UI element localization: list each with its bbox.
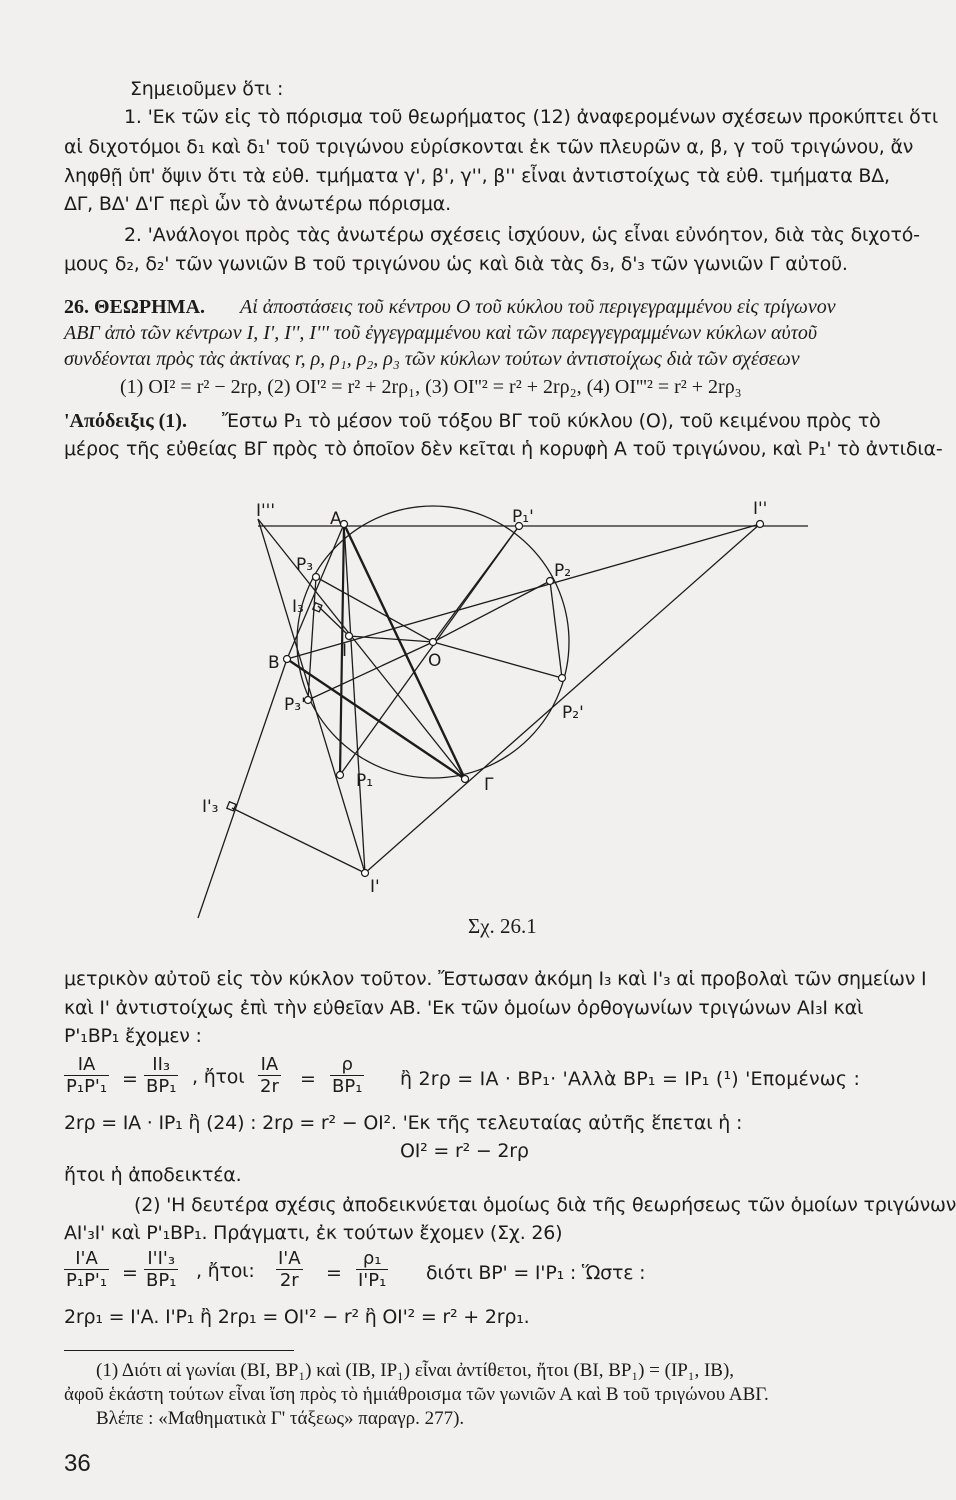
eq1-frac1-num: ΙΑ	[77, 1054, 96, 1075]
label-A: Α	[330, 509, 342, 529]
label-I-double-prime: Ι''	[753, 499, 768, 519]
I-to-I3	[318, 606, 349, 636]
point-P3	[313, 574, 320, 581]
label-I-triple-prime: Ι'''	[256, 501, 276, 521]
label-B: Β	[268, 653, 280, 673]
eq5-frac1-den: P₁P'₁	[66, 1270, 108, 1291]
eq5-frac3-num: Ι'Α	[278, 1248, 301, 1269]
eq1-frac1-den: P₁P'₁	[66, 1076, 108, 1097]
point-Iprime	[362, 870, 369, 877]
point-I	[346, 633, 353, 640]
para1-line3: ληφθῇ ὑπ' ὄψιν ὅτι τὰ εὐθ. τμήματα γ', β', γ'', β'' εἶναι ἀντιστοίχως τὰ εὐθ. τμήματα ΒΔ,	[64, 165, 890, 187]
point-P1	[337, 772, 344, 779]
line-I3-G	[258, 519, 465, 779]
point-I2prime	[757, 521, 764, 528]
theorem-line3: συνδέονται πρὸς τὰς ἀκτίνας r, ρ, ρ₁, ρ₂, ρ₃ τῶν κύκλων τούτων ἀντιστοίχως διὰ τῶν σχέσεων	[64, 348, 800, 370]
label-P3: P₃	[296, 555, 314, 575]
eq1-hetoi-text: ἤτοι	[203, 1066, 245, 1088]
label-P2prime: P₂'	[562, 703, 584, 723]
label-P3prime: P₃'	[284, 695, 306, 715]
line-I2-B	[287, 524, 760, 659]
geometry-figure	[0, 480, 956, 940]
para2-line2: μους δ₂, δ₂' τῶν γωνιῶν Β τοῦ τριγώνου ὡς καὶ διὰ τὰς δ₃, δ'₃ τῶν γωνιῶν Γ αὐτοῦ.	[64, 253, 848, 275]
para1-line2: αἱ διχοτόμοι δ₁ καὶ δ₁' τοῦ τριγώνου εὑρίσκονται ἐκ τῶν πλευρῶν α, β, γ τοῦ τριγώνου, ἄν	[64, 136, 914, 158]
eq5-equals1: =	[122, 1262, 138, 1284]
para1-line4: ΔΓ, ΒΔ' Δ'Γ περὶ ὧν τὸ ἀνωτέρω πόρισμα.	[64, 193, 451, 215]
proj-I3prime	[232, 808, 365, 873]
eq5-frac1	[64, 1248, 109, 1291]
eq1-frac4-den: ΒP₁	[332, 1076, 363, 1097]
para1-line1: 1. 'Εκ τῶν εἰς τὸ πόρισμα τοῦ θεωρήματος (12) ἀναφερομένων σχέσεων προκύπτει ὅτι	[124, 106, 939, 128]
theorem-line2: ΑΒΓ ἀπὸ τῶν κέντρων Ι, Ι', Ι'', Ι''' τοῦ ἐγγεγραμμένου καὶ τῶν παρεγγεγραμμένων κύκλων αὐτοῦ	[64, 322, 818, 344]
after-line3: P'₁ΒP₁ ἔχομεν :	[64, 1025, 202, 1047]
proof-line1: Ἔστω P₁ τὸ μέσον τοῦ τόξου ΒΓ τοῦ κύκλου (Ο), τοῦ κειμένου πρὸς τὸ	[222, 410, 881, 432]
intro-line: Σημειοῦμεν ὅτι :	[130, 78, 284, 100]
eq1-tail: ἢ 2rρ = ΙΑ · ΒP₁· 'Αλλὰ ΒP₁ = ΙP₁ (¹) 'Επομένως :	[400, 1068, 861, 1090]
label-P1: P₁	[356, 771, 374, 791]
eq1-hetoi: , ἤτοι	[192, 1066, 245, 1088]
eq5-frac3-den: 2r	[276, 1269, 303, 1291]
point-B	[284, 656, 291, 663]
label-I3prime: Ι'₃	[202, 797, 219, 817]
label-P2: P₂	[554, 561, 572, 581]
eq1-frac2	[144, 1054, 178, 1097]
eq4-line: ἤτοι ἡ ἀποδεικτέα.	[64, 1164, 242, 1186]
eq1-frac2-num: ΙΙ₃	[152, 1054, 171, 1075]
eq5-equals2: =	[326, 1262, 342, 1284]
footnote-line2: ἀφοῦ ἑκάστη τούτων εἶναι ἴση πρὸς τὸ ἡμιάθροισμα τῶν γωνιῶν Α καὶ Β τοῦ τριγώνου ΑΒΓ.	[64, 1384, 769, 1405]
footnote-line3: Βλέπε : «Μαθηματικὰ Γ' τάξεως» παραγρ. 277).	[96, 1408, 465, 1429]
theorem-line1: Αἱ ἀποστάσεις τοῦ κέντρου Ο τοῦ κύκλου τοῦ περιγεγραμμένου εἰς τρίγωνον	[240, 296, 836, 318]
eq1-frac4-num: ρ	[341, 1054, 353, 1075]
figure-caption: Σχ. 26.1	[468, 914, 537, 938]
eq1-equals2: =	[300, 1068, 316, 1090]
point-P2	[547, 578, 554, 585]
O-to-P2	[433, 581, 550, 642]
footnote-line1: (1) Διότι αἱ γωνίαι (ΒΙ, ΒP₁) καὶ (ΙΒ, ΙP₁) εἶναι ἀντίθετοι, ἤτοι (ΒΙ, ΒP₁) = (ΙP₁, ΙΒ),	[96, 1360, 735, 1381]
O-to-P1prime	[433, 526, 519, 642]
theorem-heading: 26. ΘΕΩΡΗΜΑ.	[64, 296, 206, 318]
eq3-line: ΟΙ² = r² − 2rρ	[400, 1140, 529, 1162]
eq5-hetoi: , ἤτοι:	[196, 1260, 255, 1282]
eq1-frac4	[330, 1054, 364, 1097]
eq6-line: 2rρ₁ = Ι'Α. Ι'P₁ ἢ 2rρ₁ = ΟΙ'² − r² ἢ ΟΙ'² = r² + 2rρ₁.	[64, 1306, 530, 1328]
eq1-frac3-den: 2r	[260, 1076, 279, 1097]
proof-line2: μέρος τῆς εὐθείας ΒΓ πρὸς τὸ ὁποῖον δὲν κεῖται ἡ κορυφὴ Α τοῦ τριγώνου, καὶ P₁' τὸ ἀντιδια-	[64, 438, 943, 460]
eq5-frac2	[144, 1248, 178, 1291]
label-I3: Ι₃	[292, 597, 304, 617]
side-AG	[344, 524, 465, 779]
eq5-frac2-den: ΒP₁	[146, 1270, 177, 1291]
eq5-frac4-num: ρ₁	[362, 1248, 382, 1269]
after-line1: μετρικὸν αὐτοῦ εἰς τὸν κύκλον τοῦτον. Ἔστωσαν ἀκόμη Ι₃ καὶ Ι'₃ αἱ προβολαὶ τῶν σημείων Ι	[64, 968, 927, 990]
eq5-frac3	[276, 1248, 303, 1291]
label-G: Γ	[484, 775, 494, 795]
line-B-extended	[198, 659, 287, 918]
eq1-frac3	[258, 1054, 281, 1097]
point-G	[462, 776, 469, 783]
para2-line1: 2. 'Ανάλογοι πρὸς τὰς ἀνωτέρω σχέσεις ἰσχύουν, ὡς εἶναι εὐνόητον, διὰ τὰς διχοτό-	[124, 224, 920, 246]
I-to-O	[349, 636, 433, 642]
eq5-frac2-num: Ι'Ι'₃	[147, 1248, 176, 1269]
sec2-line1: (2) 'Η δευτέρα σχέσις ἀποδεικνύεται ὁμοίως διὰ τῆς θεωρήσεως τῶν ὁμοίων τριγώνων	[134, 1194, 956, 1216]
eq1-frac2-den: ΒP₁	[146, 1076, 177, 1097]
eq5-frac1-num: Ι'Α	[75, 1248, 98, 1269]
O-to-P2prime	[433, 642, 562, 678]
label-Iprime: Ι'	[370, 877, 380, 897]
eq5-frac4	[356, 1248, 388, 1291]
eq1-frac3-num: ΙΑ	[260, 1054, 279, 1075]
after-line2: καὶ Ι' ἀντιστοίχως ἐπὶ τὴν εὐθεῖαν ΑΒ. 'Εκ τῶν ὁμοίων ὀρθογωνίων τριγώνων ΑΙ₃Ι καὶ	[64, 997, 864, 1019]
P3-P3prime	[308, 577, 316, 700]
footnote-rule	[64, 1350, 294, 1351]
eq5-frac4-den: Ι'P₁	[358, 1270, 387, 1291]
label-O: Ο	[428, 651, 442, 671]
proof-heading: 'Απόδειξις (1).	[64, 410, 187, 432]
page-number: 36	[64, 1450, 91, 1477]
side-BG	[287, 659, 465, 779]
point-P2prime	[559, 675, 566, 682]
eq1-equals1: =	[122, 1068, 138, 1090]
eq1-frac1	[64, 1054, 109, 1097]
label-P1prime: P₁'	[512, 507, 534, 527]
eq2-line: 2rρ = ΙΑ · ΙP₁ ἢ (24) : 2rρ = r² − ΟΙ². 'Εκ τῆς τελευταίας αὐτῆς ἕπεται ἡ :	[64, 1112, 743, 1134]
point-O	[430, 639, 437, 646]
label-I: Ι	[342, 641, 348, 661]
theorem-relations: (1) ΟΙ² = r² − 2rρ, (2) ΟΙ'² = r² + 2rρ₁, (3) ΟΙ''² = r² + 2rρ₂, (4) ΟΙ'''² = r² + 2rρ₃	[120, 376, 742, 398]
eq5-tail: διότι ΒP' = Ι'P₁ : Ὥστε :	[426, 1262, 646, 1284]
sec2-line2: ΑΙ'₃Ι' καὶ P'₁ΒP₁. Πράγματι, ἐκ τούτων ἔχομεν (Σχ. 26)	[64, 1222, 563, 1244]
